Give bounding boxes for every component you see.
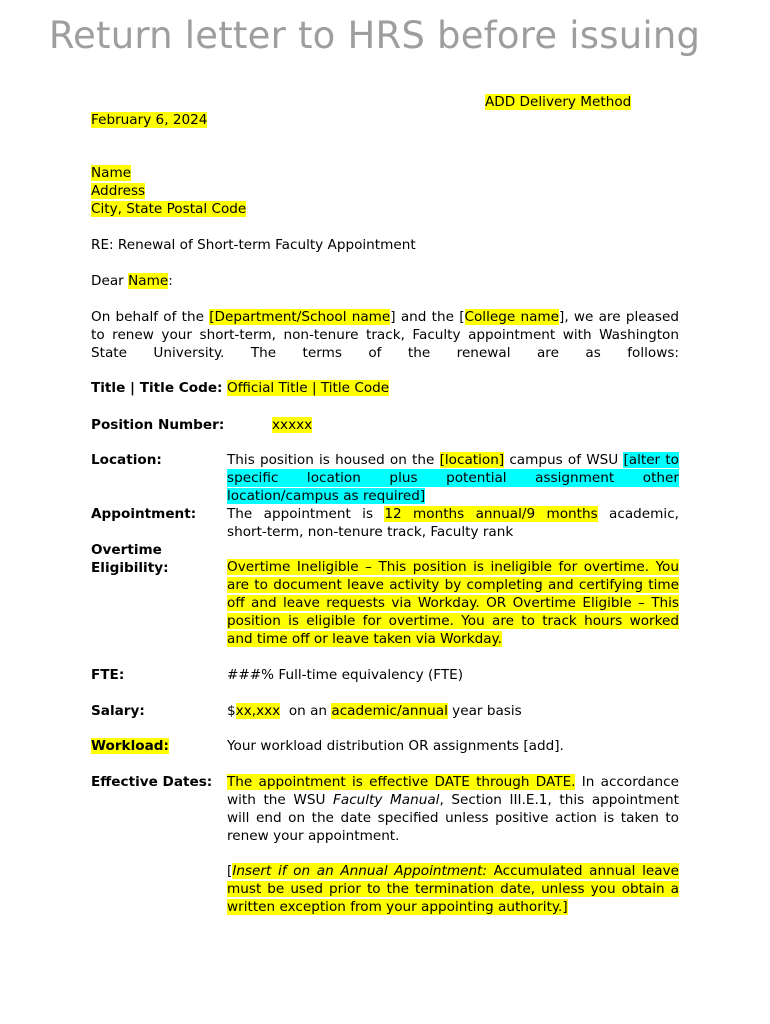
intro-line-3: State University. The terms of the renewal are as follows: — [91, 345, 679, 361]
location-alter-1: [alter to — [623, 452, 679, 468]
annual-line-1 — [227, 862, 679, 880]
workload-label — [91, 737, 169, 755]
salutation — [91, 272, 173, 290]
annual-line-3 — [227, 898, 679, 916]
annual-text-1: Accumulated annual leave — [486, 863, 679, 879]
overtime-label — [91, 541, 169, 577]
recipient-city: City, State Postal Code — [91, 201, 247, 217]
workload-label-text: Workload: — [91, 738, 169, 754]
overtime-text-5: and time off or leave taken via Workday. — [227, 631, 502, 647]
overtime-line-4 — [227, 612, 679, 630]
overtime-line-1 — [227, 558, 679, 576]
location-value — [227, 451, 679, 505]
watermark: Return letter to HRS before issuing — [48, 14, 701, 57]
intro-text-1: On behalf of the — [91, 309, 210, 325]
appointment-line-2: short-term, non-tenure track, Faculty rank — [227, 524, 514, 540]
delivery-method — [485, 93, 631, 111]
salutation-name: Name — [128, 273, 169, 289]
effective-dates-label: Effective Dates: — [91, 774, 213, 790]
intro-paragraph — [91, 308, 679, 362]
appointment-value — [227, 505, 679, 541]
annual-bracket: [ — [227, 863, 233, 879]
position-number-value — [272, 416, 312, 434]
intro-college: College name — [464, 309, 560, 325]
effective-dates-value — [227, 773, 679, 845]
overtime-text-1: Overtime Ineligible – This position is ineligible for overtime. You — [227, 559, 679, 575]
salary-post: year basis — [447, 703, 522, 719]
appointment-term: 12 months annual/9 months — [384, 506, 598, 522]
effective-line2-post: , Section III.E.1, this appointment — [439, 792, 680, 808]
annual-line-2 — [227, 880, 679, 898]
title-value — [227, 379, 389, 397]
faculty-manual-ref: Faculty Manual — [333, 792, 440, 808]
intro-text-3: ], we are pleased — [559, 309, 679, 325]
effective-line2-pre: with the WSU — [227, 792, 334, 808]
overtime-value — [227, 558, 679, 648]
overtime-text-4: position is eligible for overtime. You are to track hours worked — [227, 613, 679, 629]
location-label: Location: — [91, 452, 162, 468]
salary-label: Salary: — [91, 703, 145, 719]
delivery-method-text: ADD Delivery Method — [485, 94, 632, 110]
annual-insert-note: Insert if on an Annual Appointment: — [232, 863, 487, 879]
letter-date — [91, 111, 207, 129]
appointment-post: academic, — [597, 506, 679, 522]
overtime-line-2 — [227, 576, 679, 594]
re-line: RE: Renewal of Short-term Faculty Appointment — [91, 237, 416, 253]
recipient-block — [91, 164, 246, 218]
fte-label: FTE: — [91, 667, 125, 683]
intro-text-2: ] and the [ — [390, 309, 465, 325]
intro-line-1 — [91, 308, 679, 326]
overtime-line-3 — [227, 594, 679, 612]
effective-line-4: renew your appointment. — [227, 828, 400, 844]
recipient-address: Address — [91, 183, 146, 199]
annual-appointment-clause — [227, 862, 679, 916]
overtime-label-2: Eligibility: — [91, 560, 169, 576]
appointment-pre: The appointment is — [227, 506, 385, 522]
title-value-text: Official Title | Title Code — [227, 380, 390, 396]
title-label: Title | Title Code: — [91, 380, 223, 396]
effective-post: In accordance — [575, 774, 680, 790]
salary-currency: $ — [227, 703, 236, 719]
workload-value: Your workload distribution OR assignments [add]. — [227, 738, 564, 754]
position-number-text: xxxxx — [272, 417, 313, 433]
annual-text-3: written exception from your appointing authority.] — [227, 899, 568, 915]
salary-mid: on an — [280, 703, 332, 719]
effective-highlight: The appointment is effective DATE through DATE. — [227, 774, 576, 790]
location-alter-3: location/campus as required] — [227, 488, 426, 504]
intro-line-2: to renew your short-term, non-tenure track, Faculty appointment with Washington — [91, 327, 679, 343]
annual-text-2: must be used prior to the termination date, unless you obtain a — [227, 881, 679, 897]
overtime-line-5 — [227, 630, 679, 648]
appointment-line-1 — [227, 505, 679, 523]
salary-basis: academic/annual — [331, 703, 448, 719]
overtime-text-3: off and leave requests via Workday. OR Overtime Eligible – This — [227, 595, 679, 611]
recipient-name: Name — [91, 165, 132, 181]
location-pre: This position is housed on the — [227, 452, 440, 468]
location-placeholder: [location] — [439, 452, 505, 468]
intro-department: [Department/School name — [209, 309, 391, 325]
letter-date-text: February 6, 2024 — [91, 112, 208, 128]
salary-value — [227, 702, 522, 720]
appointment-label: Appointment: — [91, 506, 197, 522]
position-number-label: Position Number: — [91, 417, 225, 433]
fte-value: ###% Full-time equivalency (FTE) — [227, 667, 464, 683]
salary-amount: xx,xxx — [235, 703, 281, 719]
effective-line-3: will end on the date specified unless positive action is taken to — [227, 810, 679, 826]
location-alter-2: specific location plus potential assignment other — [227, 470, 679, 486]
location-line-1 — [227, 451, 679, 469]
location-line-3 — [227, 487, 679, 505]
overtime-text-2: are to document leave activity by completing and certifying time — [227, 577, 679, 593]
salutation-suffix: : — [168, 273, 173, 289]
salutation-prefix: Dear — [91, 273, 129, 289]
effective-line-2 — [227, 791, 679, 809]
overtime-label-1: Overtime — [91, 542, 162, 558]
location-mid: campus of WSU — [504, 452, 624, 468]
effective-line-1 — [227, 773, 679, 791]
